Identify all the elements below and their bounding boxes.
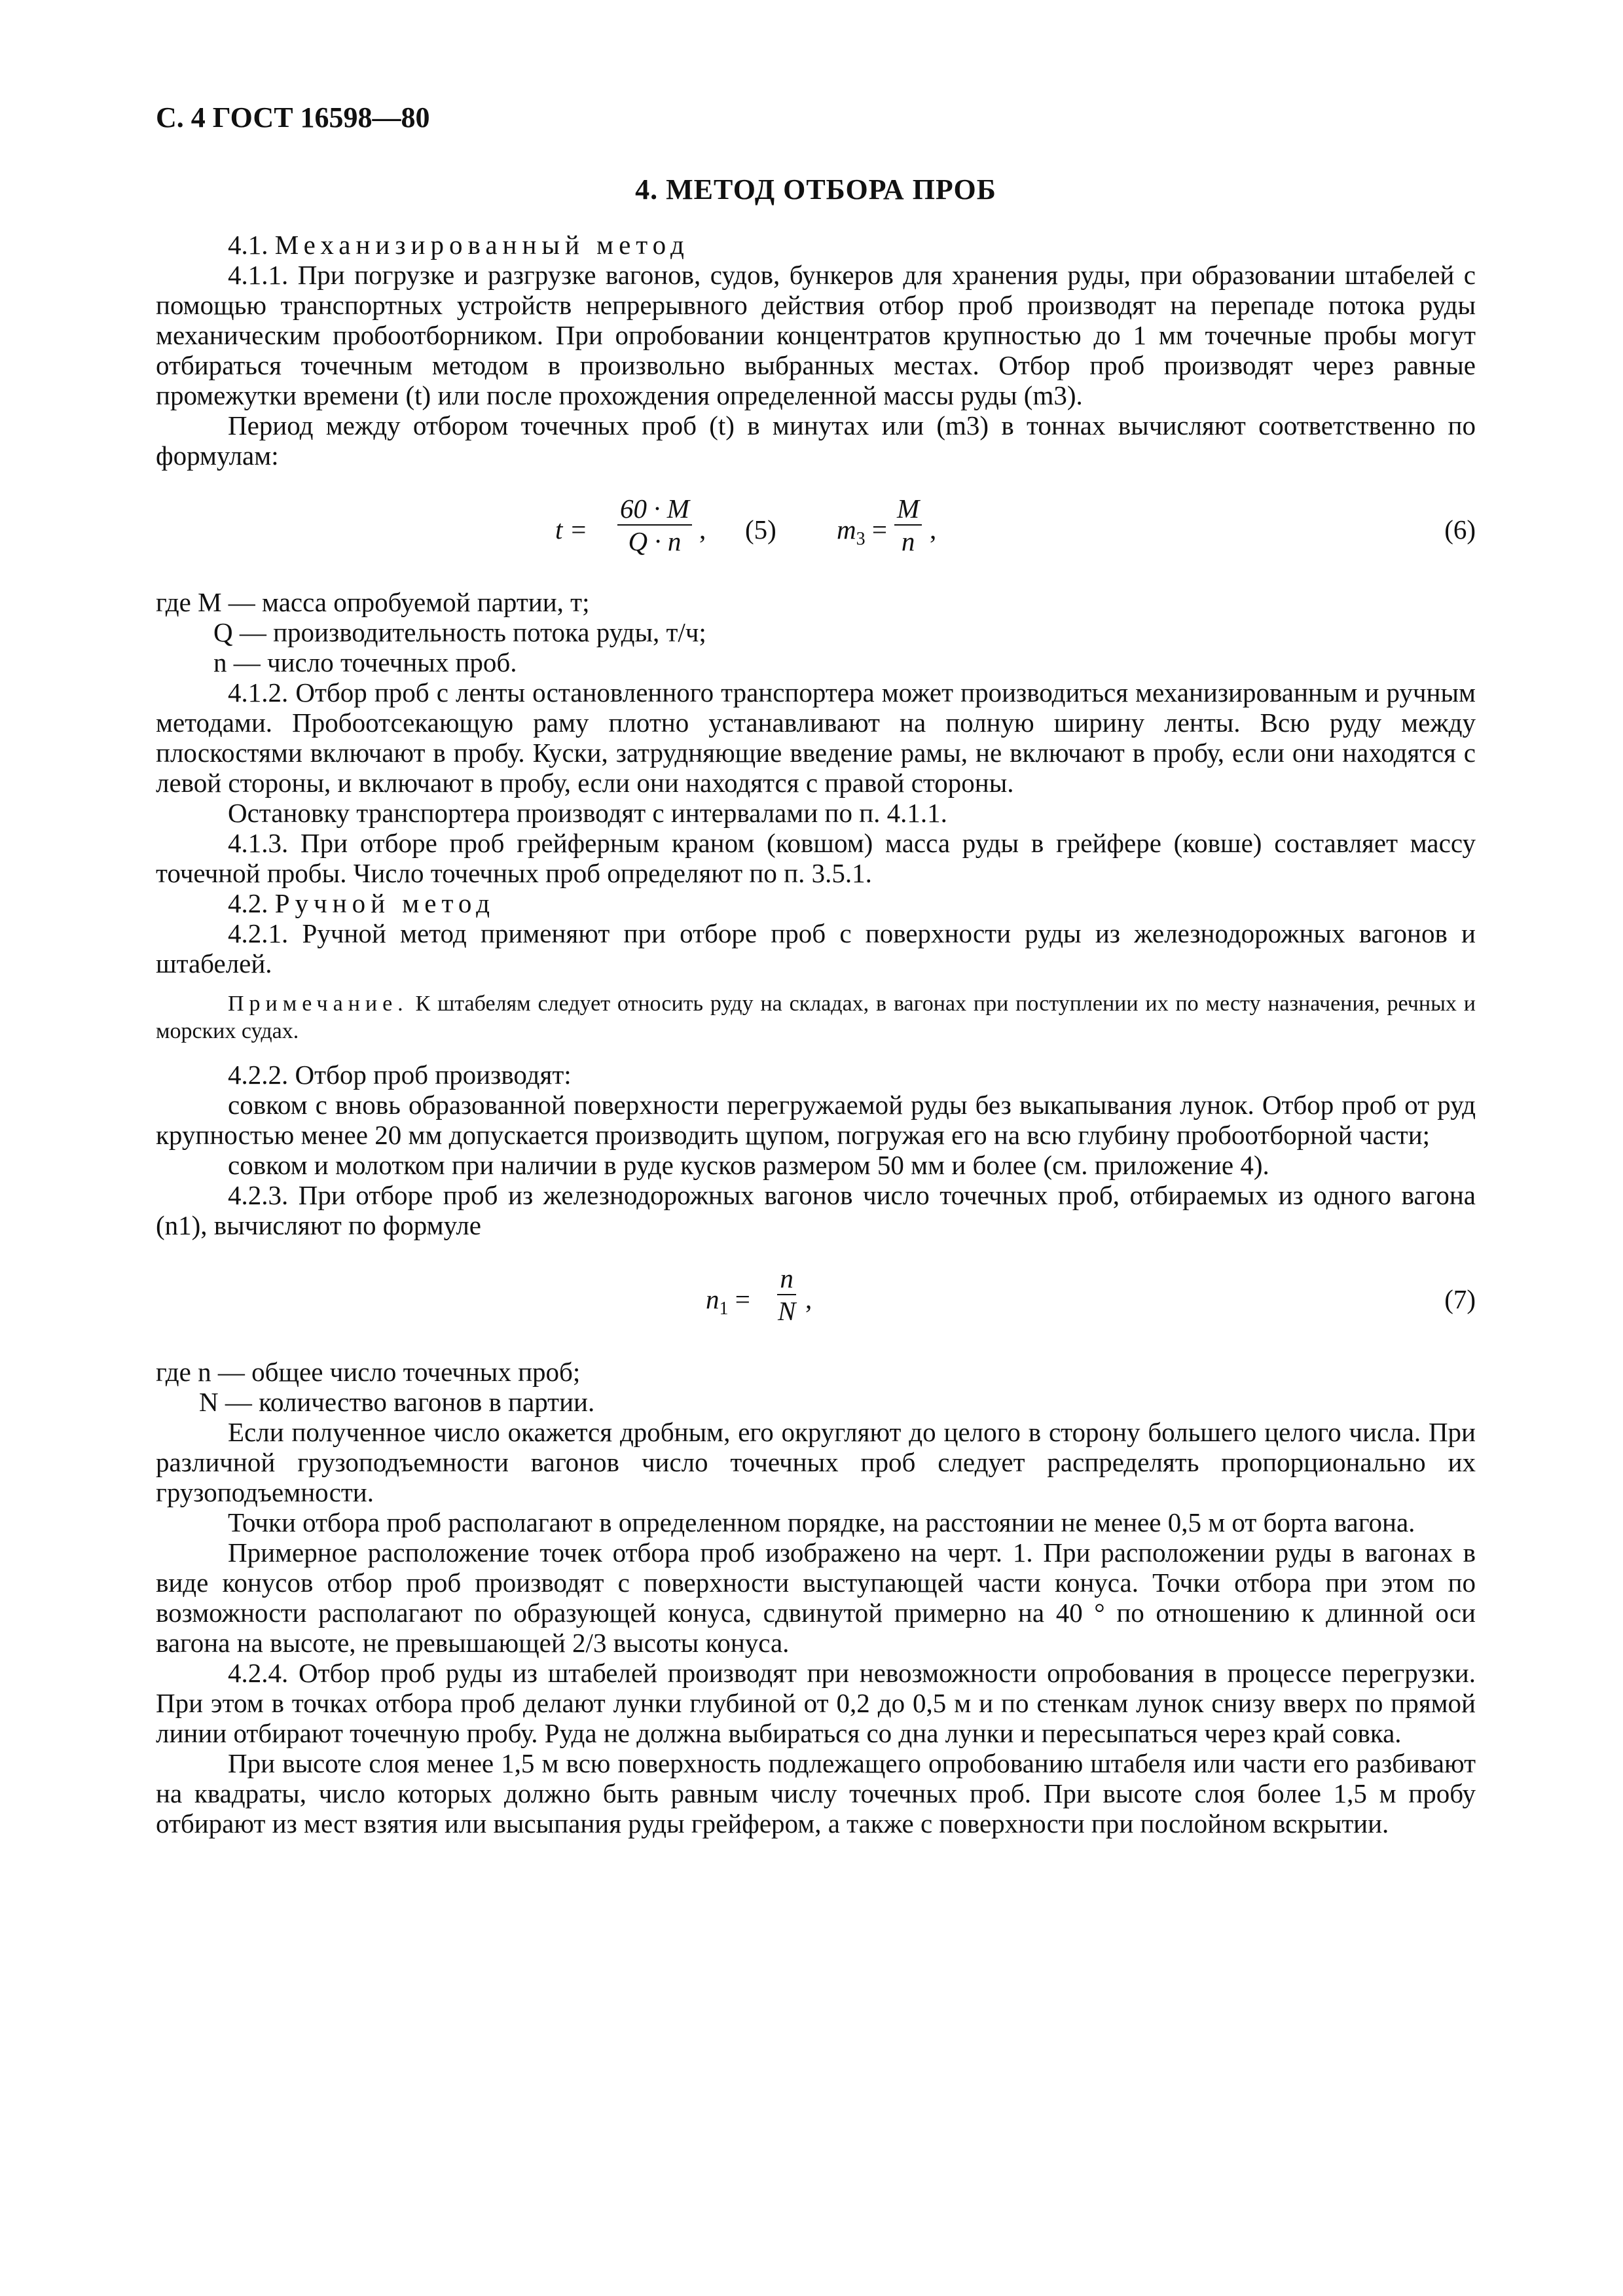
formula-7 [156,1253,1476,1345]
formula-6-var: m [837,514,856,545]
formula-6-numerator: M [894,493,922,526]
formula-5-6 [156,484,1476,575]
paragraph-scoop-2: совком и молотком при наличии в руде кусков размером 50 мм и более (см. приложение 4). [228,1150,1269,1180]
formula-6-eq: = [865,514,887,545]
formula-5-number: (5) [745,514,776,545]
paragraph-stop: Остановку транспортера производят с интервалами по п. 4.1.1. [228,798,947,828]
formula-5-lhs: t = [555,514,588,545]
formula-6-denominator: n [901,526,915,556]
legend-line: где n — общее число точечных проб; [156,1357,581,1387]
paragraph-scoop-1: совком с вновь образованной поверхности перегружаемой руды без выкапывания лунок. Отбор проб от руд крупностью менее 20 мм допускается производить щупом, погружая его на всю глубину пробоотборной части; [156,1090,1476,1150]
paragraph-4-1-1: 4.1.1. При погрузке и разгрузке вагонов, судов, бункеров для хранения руды, при образовании штабелей с помощью транспортных устройств непрерывного действия отбор проб производят на перепаде потока руды механическим пробоотборником. При опробовании концентратов крупностью до 1 мм точечные пробы могут отбираться точечным методом в произвольно выбранных местах. Отбор проб производят через равные промежутки времени (t) или после прохождения определенной массы руды (m3). [156,260,1476,410]
note [156,990,1476,1045]
formula-5-denominator: Q · n [628,526,682,556]
formula-7-numerator: n [777,1263,796,1295]
paragraph-4-2-3: 4.2.3. При отборе проб из железнодорожных вагонов число точечных проб, отбираемых из одного вагона (n1), вычисляют по формуле [156,1180,1476,1240]
formula-6-sub: 3 [856,529,866,550]
formula-5-numerator: 60 · M [617,493,692,526]
legend-line: N — количество вагонов в партии. [199,1387,595,1417]
formula-7-comma: , [805,1284,812,1314]
legend-line: n — число точечных проб. [213,647,517,677]
paragraph-period: Период между отбором точечных проб (t) в минутах или (m3) в тоннах вычисляют соответственно по формулам: [156,410,1476,471]
section-title: 4. МЕТОД ОТБОРА ПРОБ [635,173,996,206]
formula-7-var: n [706,1284,720,1314]
legend-line: Q — производительность потока руды, т/ч; [213,617,706,647]
formula-7-denominator: N [778,1296,796,1326]
legend-7 [156,1357,1476,1417]
subsection-4-2 [156,888,1476,918]
paragraph-height: При высоте слоя менее 1,5 м всю поверхность подлежащего опробованию штабеля или части его разбивают на квадраты, число которых должно быть равным числу точечных проб. При высоте слоя более 1,5 м пробу отбирают из мест взятия или высыпания руды грейфером, а также с поверхности при послойном вскрытии. [156,1748,1476,1839]
paragraph-points: Точки отбора проб располагают в определенном порядке, на расстоянии не менее 0,5 м от борта вагона. [228,1507,1415,1537]
legend-line: где M — масса опробуемой партии, т; [156,587,590,617]
formula-6-fraction [894,493,922,557]
legend-5-6 [156,587,1476,677]
subsection-name: Ручной метод [274,888,496,918]
formula-7-eq: = [728,1284,750,1314]
formula-7-lhs [706,1283,750,1319]
paragraph-layout: Примерное расположение точек отбора проб изображено на черт. 1. При расположении руды в вагонах в виде конусов отбор проб производят с поверхности выступающей части конуса. Точки отбора при этом по возможности располагают по образующей конуса, сдвинутой примерно на 40 ° по отношению к длинной оси вагона на высоте, не превышающей 2/3 высоты конуса. [156,1537,1476,1658]
formula-7-sub: 1 [719,1299,729,1319]
paragraph-4-1-2: 4.1.2. Отбор проб с ленты остановленного транспортера может производиться механизированным и ручным методами. Пробоотсекающую раму плотно устанавливают на полную ширину ленты. Всю руду между плоскостями включают в пробу. Куски, затрудняющие введение рамы, не включают в пробу, если они находятся с левой стороны, и включают в пробу, если они находятся с правой стороны. [156,677,1476,798]
paragraph-4-2-4: 4.2.4. Отбор проб руды из штабелей производят при невозможности опробования в процессе перегрузки. При этом в точках отбора проб делают лунки глубиной от 0,2 до 0,5 м и по стенкам лунок снизу вверх по прямой линии отбирают точечную пробу. Руда не должна выбираться со дна лунки и пересыпаться через край совка. [156,1658,1476,1748]
subsection-number: 4.1. [228,230,275,260]
paragraph-rounding: Если полученное число окажется дробным, его округляют до целого в сторону большего целого числа. При различной грузоподъемности вагонов число точечных проб следует распределять пропорционально их грузоподъемности. [156,1417,1476,1507]
subsection-number: 4.2. [228,888,275,918]
formula-6-lhs [837,514,887,550]
page-header: С. 4 ГОСТ 16598—80 [156,101,430,134]
subsection-name: Механизированный метод [274,230,689,260]
formula-6-comma: , [930,514,937,545]
document-page [156,98,1476,1839]
paragraph-4-1-3: 4.1.3. При отборе проб грейферным краном (ковшом) масса руды в грейфере (ковше) составляет массу точечной пробы. Число точечных проб определяют по п. 3.5.1. [156,828,1476,888]
formula-5-fraction [617,493,692,557]
formula-7-fraction [775,1263,798,1327]
formula-6-number: (6) [1444,514,1476,545]
paragraph-4-2-1: 4.2.1. Ручной метод применяют при отборе проб с поверхности руды из железнодорожных вагонов и штабелей. [156,918,1476,978]
note-label: Примечание. [228,992,409,1016]
note-text: К штабелям следует относить руду на складах, в вагонах при поступлении их по месту назначения, речных и морских судах. [156,992,1476,1043]
formula-7-number: (7) [1444,1284,1476,1314]
paragraph-4-2-2: 4.2.2. Отбор проб производят: [228,1060,572,1090]
subsection-4-1 [156,230,1476,260]
formula-5-comma: , [699,514,706,545]
